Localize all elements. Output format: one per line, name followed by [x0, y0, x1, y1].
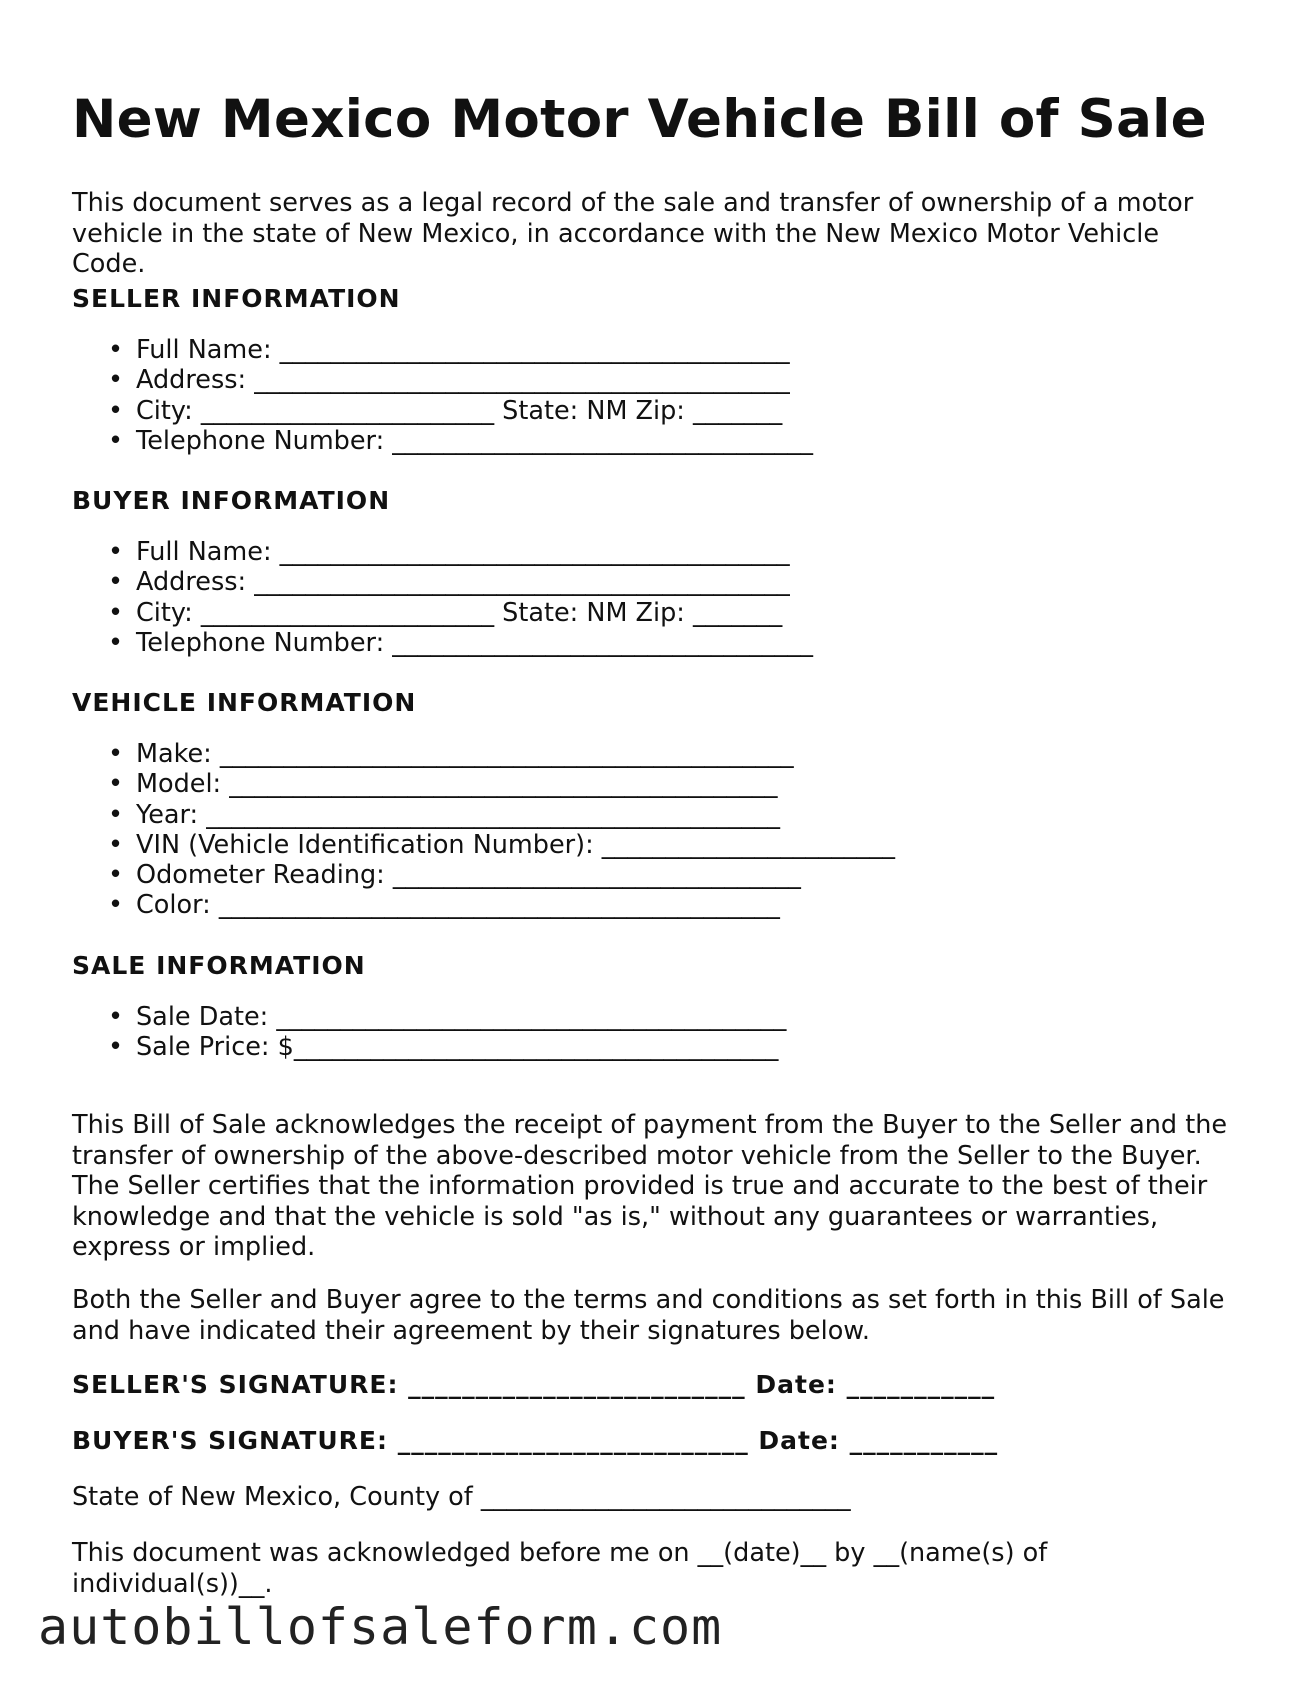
seller-address-field[interactable]: • Address: __________________________________________: [108, 365, 790, 396]
buyer-signature-line[interactable]: BUYER'S SIGNATURE: __________________________ Date: ___________: [72, 1426, 999, 1455]
vehicle-model-field[interactable]: • Model: ___________________________________________: [108, 769, 778, 800]
bullet: •: [108, 425, 124, 456]
bullet: •: [108, 860, 124, 891]
sale-price-field[interactable]: • Sale Price: $______________________________________: [108, 1032, 779, 1063]
buyer-list: [108, 537, 813, 658]
bullet: •: [108, 769, 124, 800]
buyer-telephone-field[interactable]: • Telephone Number: _________________________________: [108, 627, 814, 658]
vehicle-vin-field[interactable]: • VIN (Vehicle Identification Number): _______________________: [108, 829, 896, 860]
bullet: •: [108, 537, 124, 567]
sale-date-field[interactable]: • Sale Date: ________________________________________: [108, 1002, 787, 1032]
acknowledgment-paragraph: This Bill of Sale acknowledges the receipt of payment from the Buyer to the Seller and the transfer of ownership of the above-described motor vehicle from the Seller to the Buyer. The Seller certifies that the information provided is true and accurate to the best of their knowledge and that the vehicle is sold "as is," without any guarantees or warranties, express or implied.: [72, 1110, 1228, 1262]
county-line[interactable]: State of New Mexico, County of _____________________________: [72, 1482, 851, 1512]
vehicle-heading: VEHICLE INFORMATION: [72, 688, 417, 717]
bullet: •: [108, 395, 124, 426]
seller-signature-line[interactable]: SELLER'S SIGNATURE: _________________________ Date: ___________: [72, 1370, 996, 1399]
bullet: •: [108, 335, 124, 365]
watermark: autobillofsaleform.com: [38, 1598, 723, 1656]
bullet: •: [108, 799, 124, 830]
buyer-address-field[interactable]: • Address: __________________________________________: [108, 567, 790, 598]
seller-heading: SELLER INFORMATION: [72, 284, 401, 313]
notary-paragraph: This document was acknowledged before me on __(date)__ by __(name(s) of individual(s))__.: [72, 1538, 1048, 1599]
bullet: •: [108, 1032, 124, 1063]
intro-paragraph: This document serves as a legal record of the sale and transfer of ownership of a motor vehicle in the state of New Mexico, in accordance with the New Mexico Motor Vehicle Code.: [72, 188, 1194, 279]
bullet: •: [108, 627, 124, 658]
vehicle-odometer-field[interactable]: • Odometer Reading: ________________________________: [108, 860, 801, 891]
sale-list: [108, 1002, 786, 1063]
seller-telephone-field[interactable]: • Telephone Number: _________________________________: [108, 425, 814, 456]
vehicle-year-field[interactable]: • Year: _____________________________________________: [108, 799, 780, 830]
vehicle-make-field[interactable]: • Make: _____________________________________________: [108, 739, 794, 769]
document-title: New Mexico Motor Vehicle Bill of Sale: [72, 89, 1207, 150]
bullet: •: [108, 365, 124, 396]
vehicle-color-field[interactable]: • Color: ____________________________________________: [108, 890, 780, 921]
bullet: •: [108, 739, 124, 769]
vehicle-list: [108, 739, 895, 921]
bullet: •: [108, 597, 124, 628]
buyer-city-field[interactable]: • City: _______________________ State: NM Zip: _______: [108, 597, 783, 628]
sale-heading: SALE INFORMATION: [72, 951, 366, 980]
buyer-full-name-field[interactable]: • Full Name: ________________________________________: [108, 537, 790, 567]
seller-full-name-field[interactable]: • Full Name: ________________________________________: [108, 335, 790, 365]
buyer-heading: BUYER INFORMATION: [72, 486, 391, 515]
agreement-paragraph: Both the Seller and Buyer agree to the terms and conditions as set forth in this Bill of Sale and have indicated their agreement by their signatures below.: [72, 1285, 1225, 1346]
bullet: •: [108, 1002, 124, 1032]
bullet: •: [108, 890, 124, 921]
seller-city-field[interactable]: • City: _______________________ State: NM Zip: _______: [108, 395, 783, 426]
bullet: •: [108, 829, 124, 860]
bullet: •: [108, 567, 124, 598]
seller-list: [108, 335, 813, 456]
